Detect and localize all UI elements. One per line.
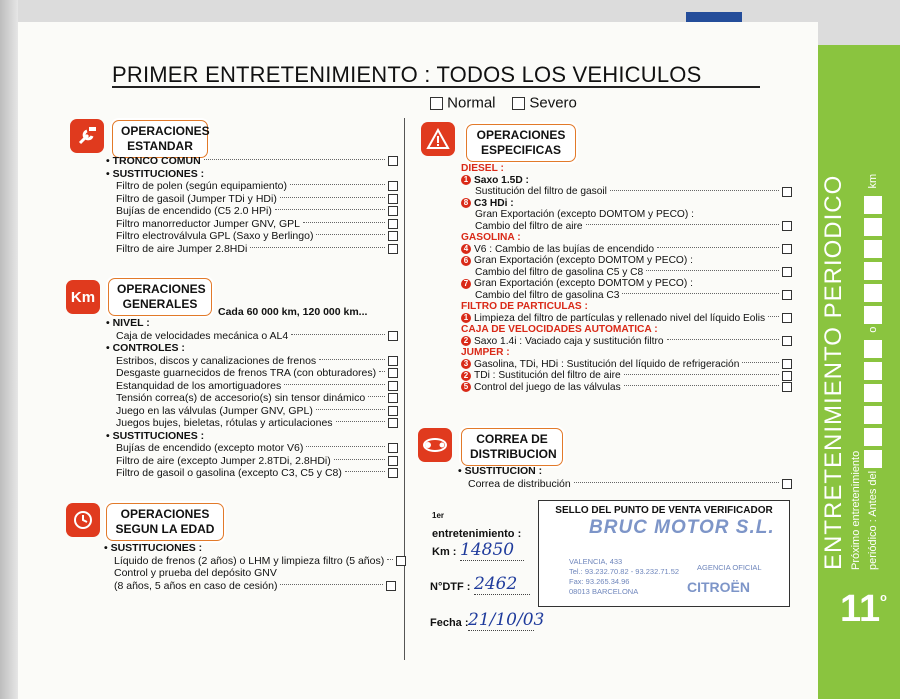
km-value[interactable]: 14850 bbox=[460, 540, 524, 561]
checklist-row bbox=[106, 392, 398, 405]
checklist-item-text: • SUSTITUCIONES : bbox=[104, 542, 203, 554]
dot-leader bbox=[316, 409, 385, 410]
side-tab-text bbox=[820, 0, 882, 570]
belt-icon bbox=[418, 428, 452, 462]
note-number-badge: 3 bbox=[461, 359, 471, 369]
checklist-row bbox=[106, 342, 398, 355]
side-tab-title: ENTRETENIMIENTO PERIODICO bbox=[820, 174, 847, 570]
warning-icon bbox=[421, 122, 455, 156]
first-service-sup: 1er bbox=[432, 511, 445, 520]
km-box[interactable] bbox=[864, 284, 882, 302]
checklist-item-text: Gran Exportación (excepto DOMTOM y PECO) : bbox=[474, 255, 693, 266]
normal-label: Normal bbox=[447, 94, 496, 112]
dot-leader bbox=[742, 362, 779, 363]
heading-line: ESTANDAR bbox=[127, 139, 193, 153]
checklist-checkbox[interactable] bbox=[388, 468, 398, 478]
dealer-fax: Fax: 93.265.34.96 bbox=[569, 577, 630, 586]
checklist-item-text: GASOLINA : bbox=[461, 232, 521, 243]
generales-interval: Cada 60 000 km, 120 000 km... bbox=[218, 306, 368, 318]
note-number-badge: 1 bbox=[461, 313, 471, 323]
dot-leader bbox=[336, 421, 385, 422]
km-unit-label: km bbox=[866, 173, 879, 189]
heading-line: ESPECIFICAS bbox=[480, 143, 561, 157]
checklist-item-text: • NIVEL : bbox=[106, 317, 150, 329]
heading-line: GENERALES bbox=[122, 297, 198, 311]
checklist-checkbox[interactable] bbox=[388, 406, 398, 416]
dealer-city: 08013 BARCELONA bbox=[569, 587, 639, 596]
checklist-item-text: Estanquidad de los amortiguadores bbox=[116, 379, 282, 392]
checklist-checkbox[interactable] bbox=[388, 231, 398, 241]
note-number-badge: 2 bbox=[461, 336, 471, 346]
note-number-badge: 4 bbox=[461, 244, 471, 254]
km-box[interactable] bbox=[864, 240, 882, 258]
checklist-item-text: Bujías de encendido (C5 2.0 HPi) bbox=[116, 205, 272, 217]
heading-line: OPERACIONES bbox=[121, 124, 210, 138]
checklist-checkbox[interactable] bbox=[782, 313, 792, 323]
km-box[interactable] bbox=[864, 306, 882, 324]
checklist-item-text: CAJA DE VELOCIDADES AUTOMATICA : bbox=[461, 324, 658, 335]
checklist-checkbox[interactable] bbox=[782, 221, 792, 231]
checklist-item-text: JUMPER : bbox=[461, 347, 510, 358]
dot-leader bbox=[284, 384, 385, 385]
km-box[interactable] bbox=[864, 262, 882, 280]
checklist-row bbox=[461, 232, 792, 244]
heading-line: OPERACIONES bbox=[476, 128, 566, 142]
checklist-row bbox=[461, 278, 792, 290]
checklist-item-text: Control del juego de las válvulas bbox=[474, 381, 621, 393]
date-box[interactable] bbox=[864, 340, 882, 358]
dot-leader bbox=[275, 209, 385, 210]
checklist-item-text: Gran Exportación (excepto DOMTOM y PECO) : bbox=[474, 278, 693, 289]
dot-leader bbox=[334, 459, 385, 460]
checklist-checkbox[interactable] bbox=[782, 479, 792, 489]
dtf-value[interactable]: 2462 bbox=[474, 574, 530, 595]
checklist-row bbox=[461, 347, 792, 359]
checklist-checkbox[interactable] bbox=[388, 181, 398, 191]
checklist-item-text: Filtro de polen (según equipamiento) bbox=[116, 180, 288, 192]
or-label: o bbox=[866, 326, 879, 333]
checklist-row bbox=[104, 567, 396, 580]
checklist-checkbox[interactable] bbox=[388, 368, 398, 378]
note-number-badge: 2 bbox=[461, 371, 471, 381]
checklist-row bbox=[106, 355, 398, 368]
checklist-row bbox=[461, 244, 792, 256]
stamp-box-title: SELLO DEL PUNTO DE VENTA VERIFICADOR bbox=[555, 505, 773, 516]
checklist-row bbox=[106, 193, 398, 206]
checklist-item-text: Filtro electroválvula GPL (Saxo y Berlingo) bbox=[116, 230, 314, 242]
checklist-row bbox=[106, 442, 398, 455]
dealer-stamp-box bbox=[538, 500, 790, 607]
dot-leader bbox=[290, 184, 385, 185]
km-icon-label: Km bbox=[70, 288, 96, 306]
section-heading-estandar bbox=[112, 120, 208, 158]
checklist-checkbox[interactable] bbox=[782, 371, 792, 381]
section-heading-especificas bbox=[466, 124, 576, 162]
checklist-row bbox=[461, 290, 792, 302]
checklist-item-text: Estribos, discos y canalizaciones de frenos bbox=[116, 354, 317, 367]
checklist-row bbox=[106, 317, 398, 330]
checklist-row bbox=[458, 478, 792, 491]
note-number-badge: 8 bbox=[461, 198, 471, 208]
dot-leader bbox=[610, 190, 779, 191]
dealer-brand: CITROËN bbox=[687, 579, 750, 595]
heading-line: SEGUN LA EDAD bbox=[115, 522, 215, 536]
checklist-checkbox[interactable] bbox=[782, 336, 792, 346]
checklist-item-text: • CONTROLES : bbox=[106, 342, 185, 354]
checklist-item-text: Control y prueba del depósito GNV bbox=[114, 567, 277, 579]
checklist-checkbox[interactable] bbox=[388, 194, 398, 204]
checklist-row bbox=[106, 155, 398, 168]
dot-leader bbox=[379, 371, 385, 372]
date-box[interactable] bbox=[864, 450, 882, 468]
checklist-row bbox=[106, 405, 398, 418]
note-number-badge: 5 bbox=[461, 382, 471, 392]
checklist-row bbox=[461, 221, 792, 233]
heading-line: OPERACIONES bbox=[120, 507, 210, 521]
checklist-checkbox[interactable] bbox=[386, 581, 396, 591]
checklist-row bbox=[461, 186, 792, 198]
checklist-item-text: FILTRO DE PARTICULAS : bbox=[461, 301, 588, 312]
checklist-row bbox=[461, 370, 792, 382]
km-icon bbox=[66, 280, 100, 314]
fecha-label: Fecha : bbox=[430, 617, 469, 629]
section-heading-edad bbox=[106, 503, 224, 541]
section-heading-generales bbox=[108, 278, 212, 316]
checklist-row bbox=[106, 168, 398, 181]
page-title: PRIMER ENTRETENIMIENTO : TODOS LOS VEHICULOS bbox=[112, 62, 702, 87]
checklist-row bbox=[461, 175, 792, 187]
severo-checkbox[interactable] bbox=[512, 97, 525, 110]
checklist-checkbox[interactable] bbox=[782, 359, 792, 369]
checklist-row bbox=[104, 542, 396, 555]
checklist-checkbox[interactable] bbox=[782, 244, 792, 254]
heading-line: DISTRIBUCION bbox=[470, 447, 557, 461]
checklist-row bbox=[106, 218, 398, 231]
first-service-label: entretenimiento : bbox=[432, 528, 522, 540]
dot-leader bbox=[368, 396, 385, 397]
checklist-row bbox=[461, 209, 792, 221]
especificas-checklist bbox=[461, 163, 792, 393]
checklist-checkbox[interactable] bbox=[388, 456, 398, 466]
before-label: periódico : Antes del bbox=[866, 470, 879, 570]
dot-leader bbox=[250, 247, 385, 248]
dealer-address: VALENCIA, 433 bbox=[569, 557, 623, 566]
checklist-checkbox[interactable] bbox=[388, 156, 398, 166]
dot-leader bbox=[291, 334, 385, 335]
normal-checkbox[interactable] bbox=[430, 97, 443, 110]
checklist-row bbox=[461, 198, 792, 210]
dot-leader bbox=[204, 159, 385, 160]
dot-leader bbox=[316, 234, 385, 235]
checklist-row bbox=[106, 455, 398, 468]
checklist-row bbox=[106, 180, 398, 193]
dealer-agency: AGENCIA OFICIAL bbox=[697, 563, 762, 572]
checklist-row bbox=[461, 301, 792, 313]
dot-leader bbox=[586, 224, 779, 225]
date-box[interactable] bbox=[864, 428, 882, 446]
checklist-row bbox=[461, 313, 792, 325]
checklist-row bbox=[106, 367, 398, 380]
checklist-checkbox[interactable] bbox=[388, 418, 398, 428]
checklist-item-text: • SUSTITUCIONES : bbox=[106, 429, 205, 442]
checklist-row bbox=[106, 205, 398, 218]
checklist-row bbox=[106, 330, 398, 343]
dot-leader bbox=[319, 359, 385, 360]
checklist-item-text: Juego en las válvulas (Jumper GNV, GPL) bbox=[116, 404, 313, 417]
checklist-row bbox=[461, 382, 792, 394]
checklist-item-text: TDi : Sustitución del filtro de aire bbox=[474, 370, 621, 381]
heading-line: CORREA DE bbox=[476, 432, 548, 446]
severo-label: Severo bbox=[529, 94, 577, 112]
checklist-checkbox[interactable] bbox=[388, 393, 398, 403]
checklist-item-text: • SUSTITUCION : bbox=[458, 465, 543, 477]
checklist-row bbox=[106, 467, 398, 480]
checklist-row bbox=[461, 336, 792, 348]
checklist-row bbox=[106, 430, 398, 443]
checklist-item-text: Tensión correa(s) de accesorio(s) sin tensor dinámico bbox=[116, 392, 366, 404]
checklist-item-text: Caja de velocidades mecánica o AL4 bbox=[116, 329, 289, 342]
checklist-checkbox[interactable] bbox=[388, 331, 398, 341]
checklist-row bbox=[461, 267, 792, 279]
note-number-badge: 6 bbox=[461, 256, 471, 266]
service-number-sup: o bbox=[880, 592, 887, 604]
checklist-checkbox[interactable] bbox=[782, 187, 792, 197]
checklist-checkbox[interactable] bbox=[396, 556, 406, 566]
dot-leader bbox=[345, 471, 385, 472]
dealer-name: BRUC MOTOR S.L. bbox=[589, 517, 775, 538]
checklist-item-text: Saxo 1.4i : Vaciado caja y sustitución filtro bbox=[474, 335, 664, 347]
checklist-item-text: Cambio del filtro de gasolina C5 y C8 bbox=[475, 266, 644, 278]
checklist-checkbox[interactable] bbox=[388, 443, 398, 453]
checklist-item-text: Sustitución del filtro de gasoil bbox=[475, 186, 607, 197]
checklist-item-text: • SUSTITUCIONES : bbox=[106, 167, 205, 180]
checklist-item-text: Saxo 1.5D : bbox=[474, 174, 529, 186]
checklist-item-text: Gasolina, TDi, HDi : Sustitución del líquido de refrigeración bbox=[474, 358, 740, 370]
dot-leader bbox=[667, 339, 779, 340]
checklist-checkbox[interactable] bbox=[388, 356, 398, 366]
correa-checklist bbox=[458, 465, 792, 490]
checklist-row bbox=[458, 465, 792, 478]
checklist-item-text: Correa de distribución bbox=[468, 477, 571, 490]
page-gutter bbox=[0, 0, 18, 699]
note-number-badge: 7 bbox=[461, 279, 471, 289]
checklist-item-text: C3 HDi : bbox=[474, 197, 514, 209]
date-box[interactable] bbox=[864, 384, 882, 402]
checklist-row bbox=[461, 359, 792, 371]
checklist-checkbox[interactable] bbox=[782, 267, 792, 277]
date-box[interactable] bbox=[864, 406, 882, 424]
checklist-item-text: Bujías de encendido (excepto motor V6) bbox=[116, 442, 304, 454]
checklist-item-text: Desgaste guarnecidos de frenos TRA (con obturadores) bbox=[116, 367, 377, 379]
checklist-item-text: Cambio del filtro de aire bbox=[475, 220, 583, 232]
checklist-checkbox[interactable] bbox=[388, 206, 398, 216]
checklist-item-text: Filtro de gasoil o gasolina (excepto C3, C5 y C8) bbox=[116, 467, 342, 479]
checklist-item-text: Filtro de aire Jumper 2.8HDi bbox=[116, 242, 248, 255]
checklist-row bbox=[461, 255, 792, 267]
km-box[interactable] bbox=[864, 196, 882, 214]
checklist-item-text: (8 años, 5 años en caso de cesión) bbox=[114, 579, 278, 592]
dot-leader bbox=[624, 374, 779, 375]
checklist-row bbox=[104, 555, 396, 568]
dot-leader bbox=[768, 316, 779, 317]
checklist-row bbox=[106, 230, 398, 243]
fecha-value[interactable]: 21/10/03 bbox=[468, 610, 545, 630]
date-box[interactable] bbox=[864, 362, 882, 380]
dot-leader bbox=[622, 293, 779, 294]
section-heading-correa bbox=[461, 428, 563, 466]
service-type-options bbox=[430, 94, 577, 112]
checklist-checkbox[interactable] bbox=[388, 219, 398, 229]
checklist-row bbox=[106, 417, 398, 430]
edad-checklist bbox=[104, 542, 396, 592]
checklist-row bbox=[106, 243, 398, 256]
checklist-checkbox[interactable] bbox=[782, 382, 792, 392]
checklist-row bbox=[106, 380, 398, 393]
checklist-item-text: Líquido de frenos (2 años) o LHM y limpieza filtro (5 años) bbox=[114, 554, 385, 567]
checklist-item-text: Cambio del filtro de gasolina C3 bbox=[475, 289, 620, 301]
checklist-item-text: DIESEL : bbox=[461, 163, 504, 174]
title-underline bbox=[112, 86, 760, 88]
service-number bbox=[840, 588, 887, 631]
checklist-item-text: Filtro manorreductor Jumper GNV, GPL bbox=[116, 217, 301, 230]
column-divider bbox=[404, 118, 405, 660]
note-number-badge: 1 bbox=[461, 175, 471, 185]
estandar-checklist bbox=[106, 155, 398, 255]
checklist-item-text: V6 : Cambio de las bujías de encendido bbox=[474, 243, 655, 255]
km-label: Km : bbox=[432, 546, 457, 558]
dot-leader bbox=[280, 197, 385, 198]
next-service-label: Próximo entretenimiento bbox=[850, 450, 862, 570]
checklist-checkbox[interactable] bbox=[388, 244, 398, 254]
checklist-item-text: • TRONCO COMUN bbox=[106, 155, 201, 167]
dot-leader bbox=[646, 270, 779, 271]
dot-leader bbox=[280, 584, 383, 585]
side-tab-subtitle bbox=[850, 0, 862, 570]
checklist-row bbox=[104, 580, 396, 593]
service-number-value: 11 bbox=[840, 588, 881, 630]
dot-leader bbox=[306, 446, 385, 447]
checklist-row bbox=[461, 163, 792, 175]
checklist-item-text: Juegos bujes, bieletas, rótulas y articulaciones bbox=[116, 417, 333, 429]
checklist-checkbox[interactable] bbox=[388, 381, 398, 391]
side-tab-subtitle-2 bbox=[864, 0, 882, 570]
heading-line: OPERACIONES bbox=[117, 282, 206, 296]
checklist-item-text: Limpieza del filtro de partículas y rellenado nivel del líquido Eolis bbox=[474, 312, 766, 324]
checklist-item-text: Filtro de aire (excepto Jumper 2.8TDi, 2.8HDi) bbox=[116, 454, 331, 467]
dot-leader bbox=[387, 559, 393, 560]
checklist-item-text: Filtro de gasoil (Jumper TDi y HDi) bbox=[116, 192, 277, 205]
dealer-tel: Tel.: 93.232.70.82 - 93.232.71.52 bbox=[569, 567, 680, 576]
checklist-item-text: Gran Exportación (excepto DOMTOM y PECO) : bbox=[475, 209, 694, 220]
wrench-icon bbox=[70, 119, 104, 153]
dot-leader bbox=[574, 482, 779, 483]
clock-icon bbox=[66, 503, 100, 537]
generales-checklist bbox=[106, 317, 398, 480]
dot-leader bbox=[624, 385, 779, 386]
dot-leader bbox=[657, 247, 779, 248]
dtf-label: N°DTF : bbox=[430, 581, 471, 593]
checklist-row bbox=[461, 324, 792, 336]
dot-leader bbox=[303, 222, 385, 223]
checklist-checkbox[interactable] bbox=[782, 290, 792, 300]
km-box[interactable] bbox=[864, 218, 882, 236]
